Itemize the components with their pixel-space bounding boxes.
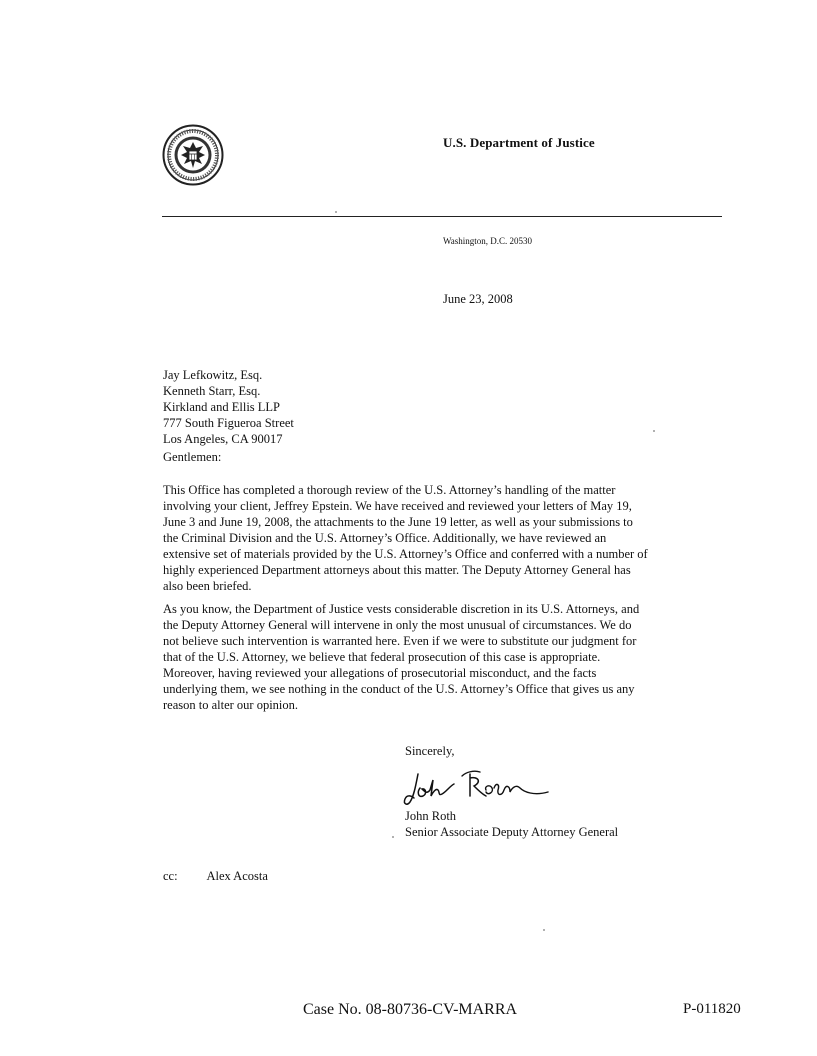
paragraph-line: also been briefed. [163,579,252,593]
salutation: Gentlemen: [163,450,222,464]
paragraph-line: the Deputy Attorney General will intervene in only the most unusual of circumstances. We do [163,618,632,632]
paragraph-line: extensive set of materials provided by the U.S. Attorney’s Office and conferred with a number of [163,547,648,561]
signer-name: John Roth [405,809,457,823]
closing: Sincerely, [405,744,455,758]
signer-block [405,808,618,840]
case-number: Case No. 08-80736-CV-MARRA [303,1001,518,1018]
letter-date: June 23, 2008 [443,292,513,306]
letterhead-rule [162,216,722,217]
agency-location: Washington, D.C. 20530 [443,236,533,246]
recipient-address-block [163,367,294,447]
paragraph-line: Moreover, having reviewed your allegations of prosecutorial misconduct, and the facts [163,666,597,680]
handwritten-signature-icon [400,766,560,808]
address-line: Kirkland and Ellis LLP [163,400,280,414]
paragraph-line: the Criminal Division and the U.S. Attorney’s Office. Additionally, we have reviewed an [163,531,607,545]
paragraph-line: involving your client, Jeffrey Epstein. We have received and reviewed your letters of May 19, [163,499,632,513]
paragraph-line: As you know, the Department of Justice vests considerable discretion in its U.S. Attorneys, and [163,602,640,616]
paragraph-line: underlying them, we see nothing in the conduct of the U.S. Attorney’s Office that gives us any [163,682,635,696]
paragraph-line: reason to alter our opinion. [163,698,299,712]
scan-speck [543,929,545,931]
cc-line [163,869,268,884]
address-line: 777 South Figueroa Street [163,416,294,430]
body-paragraph [163,482,683,594]
address-line: Jay Lefkowitz, Esq. [163,368,263,382]
address-line: Kenneth Starr, Esq. [163,384,261,398]
doj-seal-icon [162,124,224,186]
agency-name: U.S. Department of Justice [443,135,595,150]
scan-speck [335,211,337,213]
bates-number: P-011820 [683,1001,741,1017]
paragraph-line: not believe such intervention is warranted here. Even if we were to substitute our judgment for [163,634,637,648]
paragraph-line: June 3 and June 19, 2008, the attachments to the June 19 letter, as well as your submissions to [163,515,633,529]
scan-speck [392,836,394,838]
cc-label: cc: [163,869,178,883]
body-paragraph [163,601,683,713]
cc-recipient: Alex Acosta [206,869,268,883]
paragraph-line: that of the U.S. Attorney, we believe that federal prosecution of this case is appropriate. [163,650,601,664]
paragraph-line: highly experienced Department attorneys about this matter. The Deputy Attorney General has [163,563,631,577]
address-line: Los Angeles, CA 90017 [163,432,283,446]
scan-speck [653,430,655,432]
signer-title: Senior Associate Deputy Attorney General [405,825,619,839]
paragraph-line: This Office has completed a thorough review of the U.S. Attorney’s handling of the matter [163,483,616,497]
